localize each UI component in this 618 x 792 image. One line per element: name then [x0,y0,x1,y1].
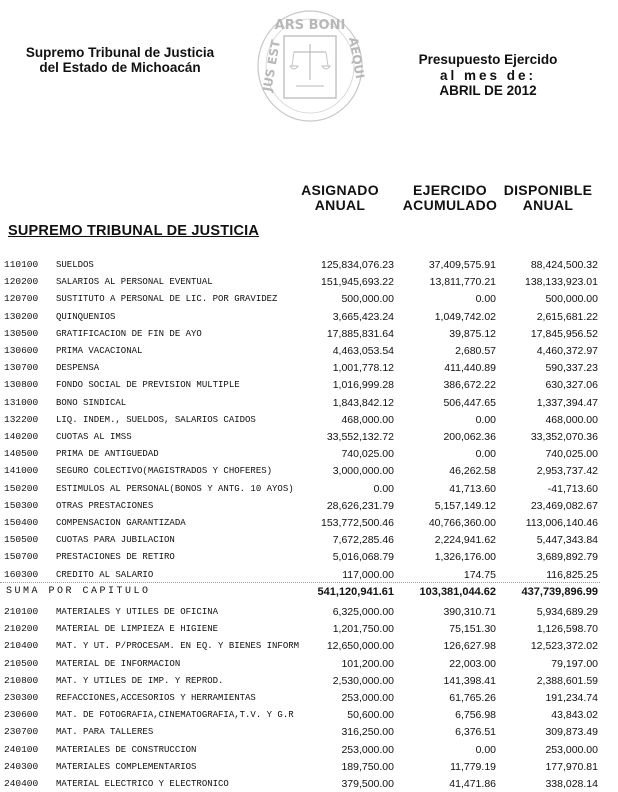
row-description: GRATIFICACION DE FIN DE AYO [56,329,202,339]
row-ejercido: 1,326,176.00 [434,551,496,563]
row-asignado: 33,552,132.72 [326,431,394,443]
row-ejercido: 174.75 [463,569,496,581]
row-disponible: 3,689,892.79 [536,551,598,563]
row-disponible: 43,843.02 [551,709,598,721]
row-ejercido: 22,003.00 [449,658,496,670]
seal-text-right: AEQUI [346,36,368,80]
row-code: 132200 [4,414,39,425]
row-disponible: 191,234.74 [545,692,598,704]
table-row [0,673,600,689]
row-description: FONDO SOCIAL DE PREVISION MULTIPLE [56,380,240,390]
table-row [0,360,600,376]
table-row [0,343,600,359]
row-asignado: 6,325,000.00 [332,606,394,618]
row-disponible: 5,934,689.29 [536,606,598,618]
summary-label: SUMA POR CAPITULO [6,586,151,597]
institution-line-1: Supremo Tribunal de Justicia [25,45,215,60]
row-description: MATERIALES COMPLEMENTARIOS [56,762,197,772]
row-asignado: 1,843,842.12 [332,397,394,409]
row-description: MATERIAL DE LIMPIEZA E HIGIENE [56,624,219,634]
row-asignado: 740,025.00 [341,448,394,460]
institution-line-2: del Estado de Michoacán [39,60,201,75]
row-ejercido: 6,376.51 [455,726,496,738]
row-ejercido: 1,049,742.02 [434,311,496,323]
row-code: 140200 [4,431,39,442]
row-disponible: 79,197.00 [551,658,598,670]
row-code: 150300 [4,500,39,511]
row-disponible: 2,953,737.42 [536,465,598,477]
row-asignado: 253,000.00 [341,692,394,704]
table-row [0,291,600,307]
row-disponible: 113,006,140.46 [525,517,598,529]
row-ejercido: 6,756.98 [455,709,496,721]
row-code: 130600 [4,345,39,356]
row-ejercido: 103,381,044.62 [419,586,496,598]
row-description: MATERIALES DE CONSTRUCCION [56,745,197,755]
row-code: 140500 [4,448,39,459]
row-asignado: 28,626,231.79 [326,500,394,512]
row-asignado: 253,000.00 [341,744,394,756]
row-code: 240300 [4,761,39,772]
row-disponible: 116,825.25 [546,569,598,581]
row-asignado: 7,672,285.46 [332,534,394,546]
table-row [0,377,600,393]
row-asignado: 316,250.00 [341,726,394,738]
row-asignado: 2,530,000.00 [332,675,394,687]
row-asignado: 379,500.00 [341,778,394,790]
table-row [0,446,600,462]
row-description: PRIMA DE ANTIGUEDAD [56,449,159,459]
row-disponible: 253,000.00 [545,744,598,756]
row-ejercido: 411,440.89 [444,362,496,374]
row-asignado: 1,016,999.28 [332,379,394,391]
row-description: QUINQUENIOS [56,312,116,322]
table-row [0,498,600,514]
row-asignado: 12,650,000.00 [326,640,394,652]
column-header-asignado: ASIGNADO ANUAL [301,182,379,213]
row-asignado: 3,000,000.00 [332,465,394,477]
row-code: 150500 [4,534,39,545]
row-description: MATERIALES Y UTILES DE OFICINA [56,607,219,617]
row-asignado: 3,665,423.24 [332,311,394,323]
row-asignado: 4,463,053.54 [332,345,394,357]
row-code: 240100 [4,744,39,755]
row-description: MAT. DE FOTOGRAFIA,CINEMATOGRAFIA,T.V. Y G.R [56,710,294,720]
row-code: 230600 [4,709,39,720]
row-description: COMPENSACION GARANTIZADA [56,518,186,528]
row-disponible: 2,615,681.22 [536,311,598,323]
row-asignado: 468,000.00 [341,414,394,426]
table-row [0,326,600,342]
row-ejercido: 2,224,941.62 [434,534,496,546]
table-row [0,309,600,325]
row-code: 130700 [4,362,39,373]
row-asignado: 541,120,941.61 [317,586,394,598]
table-row [0,257,600,273]
row-ejercido: 41,471.86 [449,778,496,790]
row-code: 160300 [4,569,39,580]
row-disponible: 740,025.00 [545,448,598,460]
row-ejercido: 5,157,149.12 [434,500,496,512]
row-code: 120700 [4,293,39,304]
row-ejercido: 390,310.71 [443,606,496,618]
row-disponible: -41,713.60 [547,483,598,495]
institution-name [10,45,230,75]
row-ejercido: 39,875.12 [449,328,496,340]
table-row [0,759,600,775]
row-description: MAT. Y UT. P/PROCESAM. EN EQ. Y BIENES INFORM [56,641,300,651]
table-row [0,412,600,428]
row-disponible: 1,337,394.47 [536,397,598,409]
row-description: MATERIAL DE INFORMACION [56,659,181,669]
table-row [0,274,600,290]
row-code: 230300 [4,692,39,703]
row-asignado: 0.00 [373,483,394,495]
report-line-2: al mes de: [439,67,537,83]
row-description: CUOTAS AL IMSS [56,432,132,442]
table-row [0,690,600,706]
row-ejercido: 11,779.19 [450,761,496,773]
row-asignado: 125,834,076.23 [321,259,394,271]
row-code: 150400 [4,517,39,528]
row-description: REFACCIONES,ACCESORIOS Y HERRAMIENTAS [56,693,256,703]
row-asignado: 500,000.00 [341,293,394,305]
row-code: 150700 [4,551,39,562]
row-ejercido: 61,765.26 [449,692,496,704]
row-code: 150200 [4,483,39,494]
row-asignado: 101,200.00 [341,658,394,670]
table-row [0,776,600,792]
table-row [0,724,600,740]
table-row [0,621,600,637]
court-seal-logo [256,8,368,123]
row-disponible: 138,133,923.01 [525,276,598,288]
row-disponible: 177,970.81 [545,761,598,773]
row-code: 210800 [4,675,39,686]
row-code: 130200 [4,311,39,322]
table-row [0,395,600,411]
row-description: CUOTAS PARA JUBILACION [56,535,175,545]
row-description: SEGURO COLECTIVO(MAGISTRADOS Y CHOFERES) [56,466,273,476]
row-disponible: 12,523,372.02 [530,640,598,652]
row-disponible: 2,388,601.59 [536,675,598,687]
table-row [0,604,600,620]
row-disponible: 4,460,372.97 [536,345,598,357]
report-period: ABRIL DE 2012 [439,83,537,98]
row-description: CREDITO AL SALARIO [56,570,154,580]
row-disponible: 33,352,070.36 [530,431,598,443]
row-ejercido: 200,062.36 [443,431,496,443]
row-description: PRIMA VACACIONAL [56,346,143,356]
row-ejercido: 141,398.41 [443,675,496,687]
row-disponible: 1,126,598.70 [536,623,598,635]
row-asignado: 1,201,750.00 [332,623,394,635]
row-code: 240400 [4,778,39,789]
row-code: 110100 [4,259,39,270]
summary-divider [0,582,600,583]
row-asignado: 1,001,778.12 [332,362,394,374]
row-asignado: 5,016,068.79 [332,551,394,563]
row-disponible: 590,337.23 [545,362,598,374]
row-code: 130500 [4,328,39,339]
table-row [0,463,600,479]
table-row [0,638,600,654]
row-ejercido: 386,672.22 [443,379,496,391]
row-description: MAT. Y UTILES DE IMP. Y REPROD. [56,676,224,686]
row-ejercido: 0.00 [475,744,496,756]
row-description: SUELDOS [56,260,94,270]
row-disponible: 88,424,500.32 [530,259,598,271]
row-disponible: 338,028.14 [545,778,598,790]
table-row [0,429,600,445]
row-ejercido: 40,766,360.00 [428,517,496,529]
row-ejercido: 2,680.57 [455,345,496,357]
row-code: 210400 [4,640,39,651]
row-disponible: 468,000.00 [545,414,598,426]
row-asignado: 17,885,831.64 [326,328,394,340]
row-description: SALARIOS AL PERSONAL EVENTUAL [56,277,213,287]
row-description: ESTIMULOS AL PERSONAL(BONOS Y ANTG. 10 AYOS) [56,484,294,494]
row-description: MAT. PARA TALLERES [56,727,154,737]
row-code: 210500 [4,658,39,669]
row-ejercido: 41,713.60 [449,483,496,495]
row-description: MATERIAL ELECTRICO Y ELECTRONICO [56,779,229,789]
row-asignado: 117,000.00 [342,569,394,581]
row-code: 130800 [4,379,39,390]
row-ejercido: 126,627.98 [443,640,496,652]
seal-text-left: JUS EST [260,38,283,93]
row-code: 131000 [4,397,39,408]
summary-row [0,584,600,600]
row-disponible: 500,000.00 [545,293,598,305]
row-description: BONO SINDICAL [56,398,127,408]
row-code: 120200 [4,276,39,287]
row-ejercido: 0.00 [475,414,496,426]
row-description: LIQ. INDEM., SUELDOS, SALARIOS CAIDOS [56,415,256,425]
table-row [0,515,600,531]
row-description: OTRAS PRESTACIONES [56,501,154,511]
row-code: 210200 [4,623,39,634]
report-line-1: Presupuesto Ejercido [418,52,558,67]
table-row [0,742,600,758]
row-code: 230700 [4,726,39,737]
row-asignado: 153,772,500.46 [321,517,394,529]
row-asignado: 189,750.00 [341,761,394,773]
column-header-ejercido: EJERCIDO ACUMULADO [402,182,498,213]
row-ejercido: 13,811,770.21 [429,276,496,288]
row-description: PRESTACIONES DE RETIRO [56,552,175,562]
row-asignado: 151,945,693.22 [321,276,394,288]
row-ejercido: 37,409,575.91 [428,259,496,271]
row-disponible: 437,739,896.99 [521,586,598,598]
row-disponible: 630,327.06 [545,379,598,391]
section-title: SUPREMO TRIBUNAL DE JUSTICIA [8,223,260,239]
row-ejercido: 46,262.58 [449,465,496,477]
table-row [0,481,600,497]
row-description: DESPENSA [56,363,100,373]
row-description: SUSTITUTO A PERSONAL DE LIC. POR GRAVIDEZ [56,294,278,304]
row-ejercido: 506,447.65 [443,397,496,409]
row-ejercido: 0.00 [475,448,496,460]
table-row [0,532,600,548]
table-row [0,707,600,723]
table-row [0,549,600,565]
row-disponible: 5,447,343.84 [536,534,598,546]
column-header-disponible: DISPONIBLE ANUAL [503,182,593,213]
row-code: 141000 [4,465,39,476]
row-ejercido: 0.00 [475,293,496,305]
row-code: 210100 [4,606,39,617]
seal-text-top: ARS BONI [274,18,346,33]
row-ejercido: 75,151.30 [449,623,496,635]
table-row [0,656,600,672]
row-disponible: 17,845,956.52 [530,328,598,340]
row-asignado: 50,600.00 [347,709,394,721]
row-disponible: 309,873.49 [545,726,598,738]
report-title [388,52,588,99]
table-row [0,567,600,583]
row-disponible: 23,469,082.67 [530,500,598,512]
